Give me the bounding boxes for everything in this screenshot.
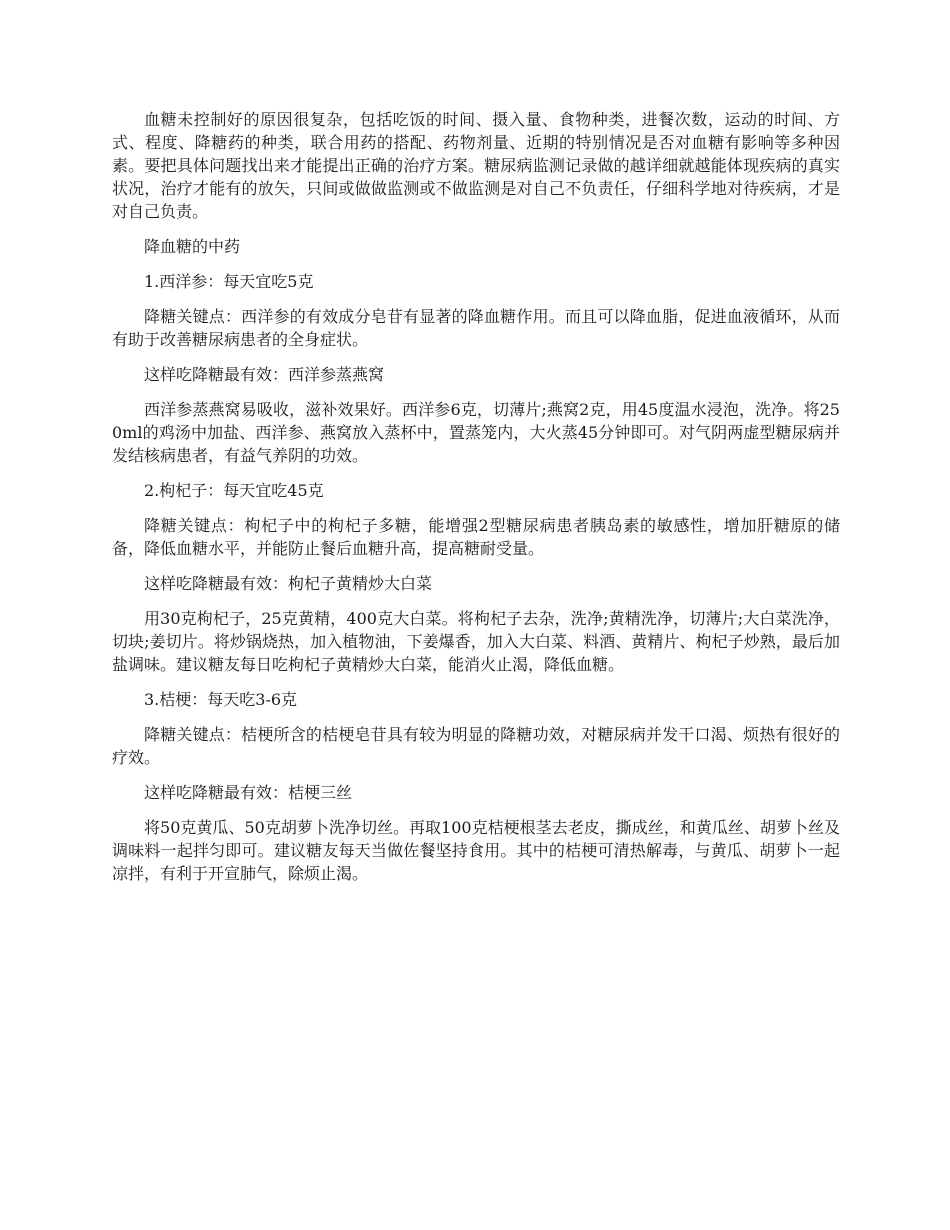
paragraph-intro: 血糖未控制好的原因很复杂，包括吃饭的时间、摄入量、食物种类，进餐次数，运动的时间、方式、程度、降糖药的种类，联合用药的搭配、药物剂量、近期的特别情况是否对血糖有影响等多种因素。要把具体问题找出来才能提出正确的治疗方案。糖尿病监测记录做的越详细就越能体现疾病的真实状况，治疗才能有的放矢，只间或做做监测或不做监测是对自己不负责任，仔细科学地对待疾病，才是对自己负责。: [112, 110, 840, 221]
document-page: [112, 108, 840, 897]
section-heading: 降血糖的中药: [144, 237, 241, 256]
herb-heading-goji: 2.枸杞子：每天宜吃45克: [144, 481, 324, 500]
paragraph-goji-recipe: 用30克枸杞子，25克黄精，400克大白菜。将枸杞子去杂，洗净;黄精洗净，切薄片;大白菜洗净，切块;姜切片。将炒锅烧热，加入植物油，下姜爆香，加入大白菜、料酒、黄精片、枸杞子炒熟，最后加盐调味。建议糖友每日吃枸杞子黄精炒大白菜，能消火止渴，降低血糖。: [112, 609, 840, 674]
herb-heading-american-ginseng: 1.西洋参：每天宜吃5克: [144, 272, 314, 291]
recipe-heading-goji: 这样吃降糖最有效：枸杞子黄精炒大白菜: [144, 574, 433, 593]
paragraph-goji-key-point: 降糖关键点：枸杞子中的枸杞子多糖，能增强2型糖尿病患者胰岛素的敏感性，增加肝糖原的储备，降低血糖水平，并能防止餐后血糖升高，提高糖耐受量。: [112, 516, 840, 558]
paragraph-ginseng-key-point: 降糖关键点：西洋参的有效成分皂苷有显著的降血糖作用。而且可以降血脂，促进血液循环，从而有助于改善糖尿病患者的全身症状。: [112, 307, 840, 349]
recipe-heading-platycodon: 这样吃降糖最有效：桔梗三丝: [144, 783, 353, 802]
paragraph-platycodon-key-point: 降糖关键点：桔梗所含的桔梗皂苷具有较为明显的降糖功效，对糖尿病并发干口渴、烦热有很好的疗效。: [112, 725, 840, 767]
herb-heading-platycodon: 3.桔梗：每天吃3-6克: [144, 690, 298, 709]
recipe-heading-ginseng: 这样吃降糖最有效：西洋参蒸燕窝: [144, 365, 385, 384]
paragraph-platycodon-recipe: 将50克黄瓜、50克胡萝卜洗净切丝。再取100克桔梗根茎去老皮，撕成丝，和黄瓜丝、胡萝卜丝及调味料一起拌匀即可。建议糖友每天当做佐餐坚持食用。其中的桔梗可清热解毒，与黄瓜、胡萝卜一起凉拌，有利于开宣肺气，除烦止渴。: [112, 818, 840, 883]
paragraph-ginseng-recipe: 西洋参蒸燕窝易吸收，滋补效果好。西洋参6克，切薄片;燕窝2克，用45度温水浸泡，洗净。将250ml的鸡汤中加盐、西洋参、燕窝放入蒸杯中，置蒸笼内，大火蒸45分钟即可。对气阴两虚型糖尿病并发结核病患者，有益气养阴的功效。: [112, 400, 840, 465]
